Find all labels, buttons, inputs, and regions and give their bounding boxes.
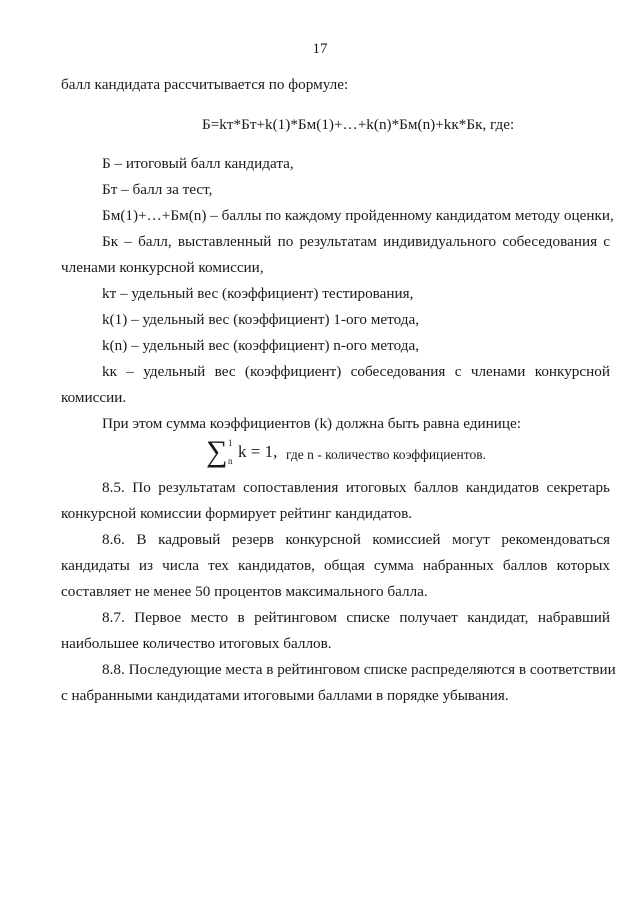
clause-8-8-line1: 8.8. Последующие места в рейтинговом списке распределяются в соответствии xyxy=(102,661,616,678)
summation-lower-limit: n xyxy=(228,456,233,466)
definition-kt: kт – удельный вес (коэффициент) тестирования, xyxy=(102,285,414,302)
page-number: 17 xyxy=(312,41,328,57)
clause-8-6-line2: кандидаты из числа тех кандидатов, общая сумма набранных баллов которых xyxy=(61,557,610,574)
score-formula: Б=kт*Бт+k(1)*Бм(1)+…+k(n)*Бм(n)+kк*Бк, где: xyxy=(202,116,515,133)
clause-8-6-line3: составляет не менее 50 процентов максимального балла. xyxy=(61,583,428,600)
definition-bt: Бт – балл за тест, xyxy=(102,181,213,198)
definition-kn: k(n) – удельный вес (коэффициент) n-ого метода, xyxy=(102,337,419,354)
clause-8-5-line1: 8.5. По результатам сопоставления итоговых баллов кандидатов секретарь xyxy=(102,479,610,496)
definition-bk-line1: Бк – балл, выставленный по результатам индивидуального собеседования с xyxy=(102,233,610,250)
definition-bm: Бм(1)+…+Бм(n) – баллы по каждому пройденному кандидатом методу оценки, xyxy=(102,207,614,224)
lead-in-text: балл кандидата рассчитывается по формуле: xyxy=(61,76,349,93)
definition-k1: k(1) – удельный вес (коэффициент) 1-ого метода, xyxy=(102,311,419,328)
definition-kk-line2: комиссии. xyxy=(61,389,127,406)
sum-condition-text: При этом сумма коэффициентов (k) должна быть равна единице: xyxy=(102,415,521,432)
summation-note: где n - количество коэффициентов. xyxy=(286,447,486,462)
summation-symbol: ∑ xyxy=(206,435,228,468)
definition-bk-line2: членами конкурсной комиссии, xyxy=(61,259,264,276)
clause-8-8-line2: с набранными кандидатами итоговыми баллами в порядке убывания. xyxy=(61,687,509,704)
summation-expression: k = 1, xyxy=(238,442,278,461)
definition-kk-line1: kк – удельный вес (коэффициент) собеседования с членами конкурсной xyxy=(102,363,610,380)
clause-8-7-line1: 8.7. Первое место в рейтинговом списке получает кандидат, набравший xyxy=(102,609,610,626)
definition-b: Б – итоговый балл кандидата, xyxy=(102,155,294,172)
summation-upper-limit: 1 xyxy=(228,438,233,448)
clause-8-5-line2: конкурсной комиссии формирует рейтинг кандидатов. xyxy=(61,505,413,522)
clause-8-6-line1: 8.6. В кадровый резерв конкурсной комиссией могут рекомендоваться xyxy=(102,531,610,548)
clause-8-7-line2: наибольшее количество итоговых баллов. xyxy=(61,635,332,652)
